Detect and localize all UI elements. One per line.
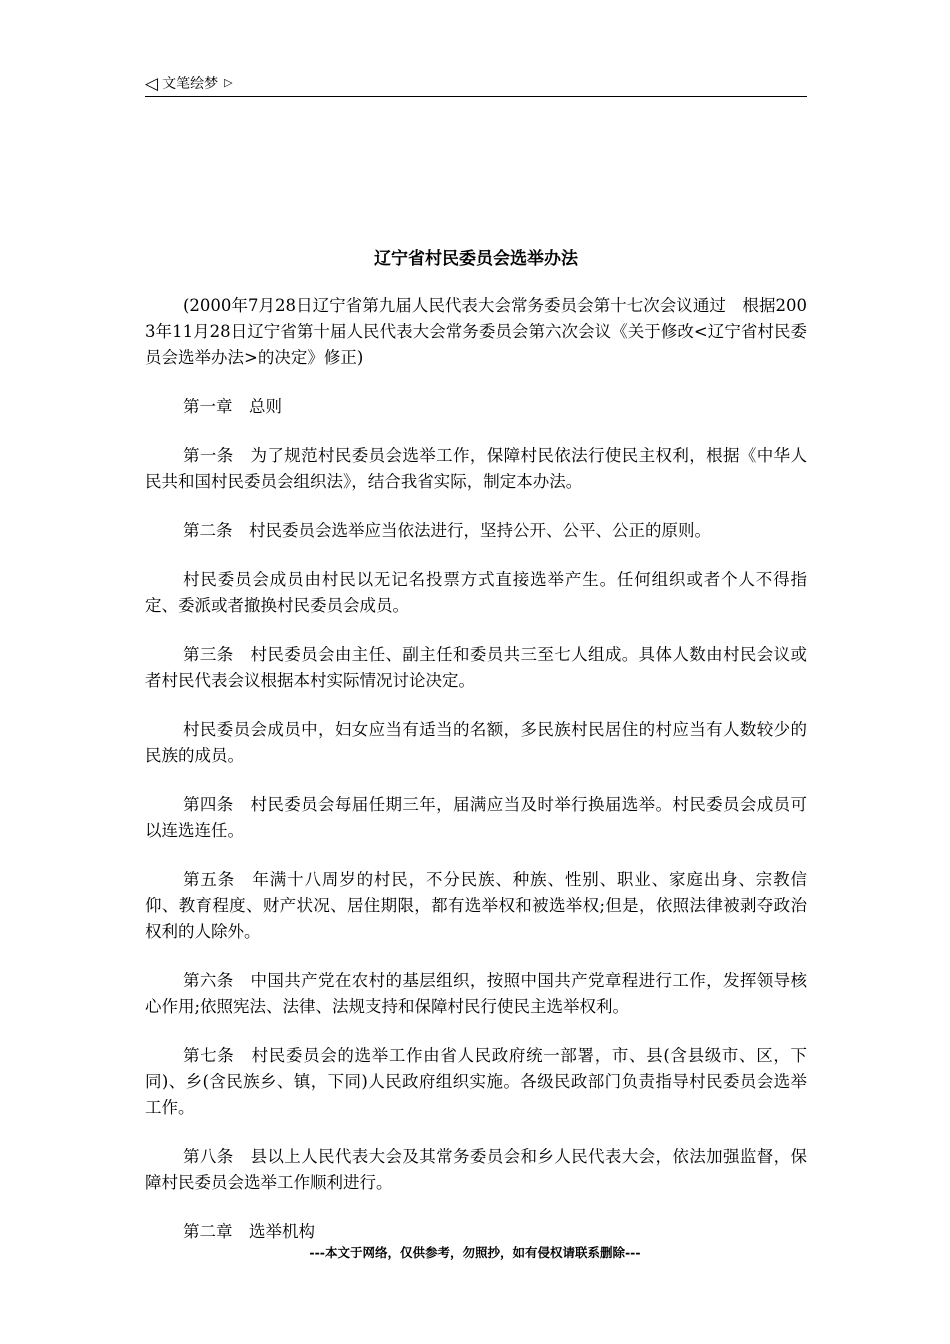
article-paragraph: 村民委员会成员由村民以无记名投票方式直接选举产生。任何组织或者个人不得指定、委派或者撤换村民委员会成员。 — [145, 570, 807, 615]
chapter-heading: 第一章 总则 — [183, 397, 282, 416]
article-paragraph: 第三条 村民委员会由主任、副主任和委员共三至七人组成。具体人数由村民会议或者村民代表会议根据本村实际情况讨论决定。 — [145, 645, 807, 690]
left-triangle-icon: ◁ — [145, 74, 159, 94]
chapter-heading: 第二章 选举机构 — [183, 1222, 315, 1241]
page-header — [145, 74, 807, 97]
document-title: 辽宁省村民委员会选举办法 — [374, 249, 578, 269]
article-paragraph: 第八条 县以上人民代表大会及其常务委员会和乡人民代表大会，依法加强监督，保障村民委员会选举工作顺利进行。 — [145, 1147, 807, 1192]
page-footer: ---本文于网络，仅供参考，勿照抄，如有侵权请联系删除--- — [309, 1245, 641, 1260]
article-paragraph: 第四条 村民委员会每届任期三年，届满应当及时举行换届选举。村民委员会成员可以连选连任。 — [145, 795, 807, 840]
article-paragraph: 第七条 村民委员会的选举工作由省人民政府统一部署，市、县(含县级市、区，下同)、乡(含民族乡、镇，下同)人民政府组织实施。各级民政部门负责指导村民委员会选举工作。 — [145, 1046, 807, 1117]
article-paragraph: 第二条 村民委员会选举应当依法进行，坚持公开、公平、公正的原则。 — [183, 521, 711, 540]
article-paragraph: 村民委员会成员中，妇女应当有适当的名额，多民族村民居住的村应当有人数较少的民族的成员。 — [145, 720, 807, 765]
article-paragraph: 第六条 中国共产党在农村的基层组织，按照中国共产党章程进行工作，发挥领导核心作用;依照宪法、法律、法规支持和保障村民行使民主选举权利。 — [145, 971, 807, 1016]
preamble-paragraph: (2000年7月28日辽宁省第九届人民代表大会常务委员会第十七次会议通过 根据2003年11月28日辽宁省第十届人民代表大会常务委员会第六次会议《关于修改<辽宁省村民委员会选举办法>的决定》修正) — [145, 296, 807, 367]
document-body — [145, 293, 807, 1268]
article-paragraph: 第一条 为了规范村民委员会选举工作，保障村民依法行使民主权利，根据《中华人民共和国村民委员会组织法》，结合我省实际，制定本办法。 — [145, 446, 807, 491]
article-paragraph: 第五条 年满十八周岁的村民，不分民族、种族、性别、职业、家庭出身、宗教信仰、教育程度、财产状况、居住期限，都有选举权和被选举权;但是，依照法律被剥夺政治权利的人除外。 — [145, 870, 807, 941]
right-triangle-icon: ▷ — [224, 76, 233, 89]
header-text: 文笔绘梦 — [162, 76, 219, 92]
